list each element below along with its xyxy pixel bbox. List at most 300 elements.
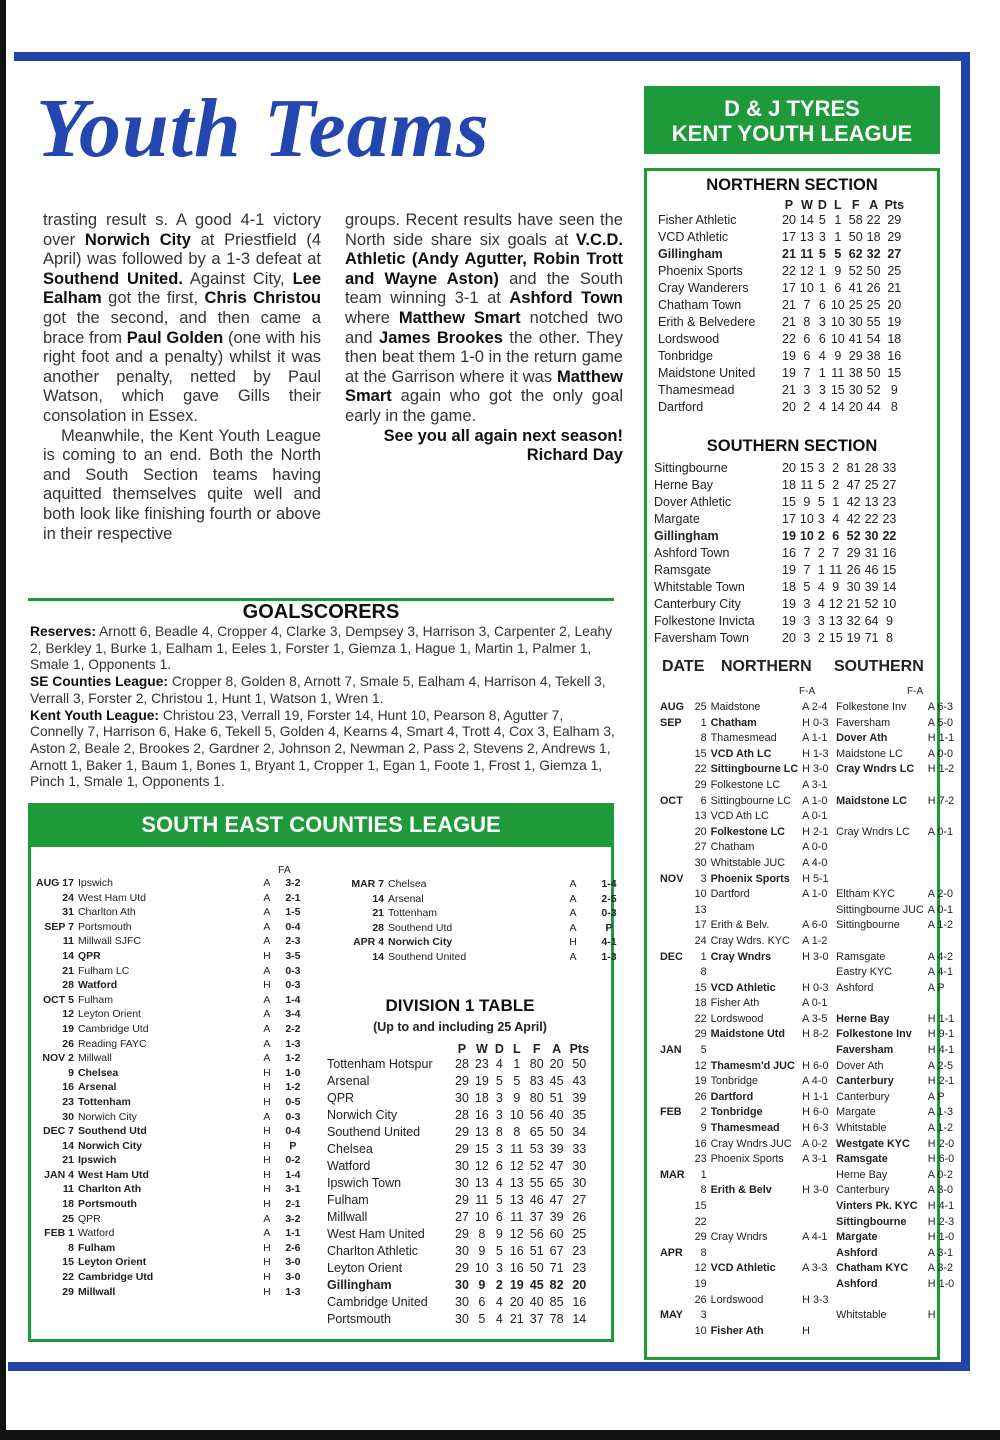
secl-fixture-row bbox=[34, 1255, 310, 1270]
article-bold-text: Norwich City bbox=[84, 230, 191, 249]
kyl-fixture-row bbox=[658, 918, 958, 934]
fixture-day: 10 bbox=[694, 1324, 707, 1337]
fixture-south-score: H 7-2 bbox=[927, 794, 955, 807]
fixture-venue: H bbox=[263, 1139, 271, 1152]
fixture-date: 14 bbox=[62, 1139, 74, 1152]
secl-fixture-row bbox=[34, 1212, 310, 1227]
fixture-north-score: H 2-1 bbox=[802, 825, 829, 838]
kyl-team: Margate bbox=[654, 512, 700, 526]
fixture-north-score: H 1-1 bbox=[802, 1090, 829, 1103]
fixture-score: 1-0 bbox=[285, 1066, 301, 1079]
right-border bbox=[961, 52, 970, 1368]
kyl-stat: 5 bbox=[817, 495, 825, 509]
fixture-score: 2-3 bbox=[285, 935, 301, 948]
div1-team-col bbox=[324, 1042, 452, 1056]
secl-fixture-row bbox=[34, 1197, 310, 1212]
fixture-venue: A bbox=[263, 1227, 271, 1240]
kyl-stat: 21 bbox=[782, 247, 796, 261]
fixture-opponent: Leyton Orient bbox=[77, 1008, 141, 1021]
fixture-score: 2-2 bbox=[285, 1022, 301, 1035]
fixture-day: 22 bbox=[694, 763, 707, 776]
fixture-north-opponent: Fisher Ath bbox=[710, 1324, 764, 1337]
fixture-score: 1-2 bbox=[285, 1052, 301, 1065]
kyl-stat: 50 bbox=[866, 264, 881, 278]
fixture-south-score bbox=[926, 840, 958, 856]
kyl-stat: 28 bbox=[864, 461, 879, 475]
div1-stat: 27 bbox=[455, 1210, 469, 1224]
kyl-stat: 15 bbox=[828, 631, 843, 645]
fixture-south-opponent: Sittingbourne bbox=[836, 919, 900, 932]
fixture-south-opponent: Ashford bbox=[836, 1277, 878, 1290]
div1-stat: 27 bbox=[572, 1193, 587, 1207]
fixture-venue: A bbox=[263, 891, 271, 904]
kyl-team: Ashford Town bbox=[654, 546, 730, 560]
kyl-stat: 2 bbox=[803, 400, 811, 414]
secl-fixture-row bbox=[34, 1051, 310, 1066]
fixture-south-opponent: Westgate KYC bbox=[836, 1137, 910, 1150]
div1-stat: 3 bbox=[495, 1261, 503, 1275]
kyl-stat: 11 bbox=[831, 366, 845, 380]
fixture-date: 16 bbox=[62, 1081, 74, 1094]
fixture-opponent: Chelsea bbox=[77, 1066, 119, 1079]
secl-fixture-row bbox=[34, 920, 310, 935]
article-text: where bbox=[345, 308, 399, 327]
div1-heading: DIVISION 1 TABLE bbox=[385, 996, 535, 1015]
fixture-south-score: A 0-2 bbox=[927, 1168, 953, 1181]
kyl-stat: 29 bbox=[846, 546, 861, 560]
secl-fixtures-left bbox=[34, 876, 310, 1299]
fixture-score: 1-4 bbox=[285, 1168, 301, 1181]
fixture-south-score: A 5-0 bbox=[927, 716, 953, 729]
kyl-stat: 15 bbox=[882, 563, 897, 577]
fixture-score: P bbox=[289, 1139, 297, 1152]
div1-stat: 28 bbox=[455, 1108, 469, 1122]
fixture-north-opponent: Phoenix Sports bbox=[710, 1153, 784, 1166]
fixture-date: 15 bbox=[62, 1256, 74, 1269]
kyl-stat: 5 bbox=[803, 580, 811, 594]
fixture-venue: H bbox=[263, 1168, 271, 1181]
div1-stat: 16 bbox=[509, 1261, 524, 1275]
fixture-day: 30 bbox=[694, 856, 707, 869]
kyl-team: Whitstable Town bbox=[654, 580, 745, 594]
article-bold-text: Chris Christou bbox=[204, 289, 322, 308]
div1-stat: 10 bbox=[474, 1261, 489, 1275]
fixture-opponent: Tottenham bbox=[388, 907, 438, 920]
div1-col-header: F bbox=[532, 1042, 541, 1056]
fixture-score: P bbox=[605, 921, 613, 934]
fixture-north-score: H 6-0 bbox=[802, 1106, 829, 1119]
div1-stat: 34 bbox=[572, 1125, 587, 1139]
kyl-stat: 1 bbox=[818, 281, 826, 295]
fixture-south-score bbox=[926, 778, 958, 794]
div1-stat: 6 bbox=[495, 1159, 503, 1173]
fixture-opponent: QPR bbox=[77, 1212, 101, 1225]
div1-stat: 4 bbox=[495, 1312, 503, 1326]
fixture-north-score: H 0-3 bbox=[802, 981, 829, 994]
fixture-venue: A bbox=[569, 907, 577, 920]
kyl-stat: 9 bbox=[803, 495, 811, 509]
fixture-opponent: Millwall bbox=[77, 1285, 116, 1298]
kyl-team-col bbox=[656, 198, 780, 212]
fixture-day: 5 bbox=[700, 1044, 707, 1057]
kyl-stat: 30 bbox=[864, 529, 879, 543]
div1-col-header: P bbox=[457, 1042, 467, 1056]
div1-stat: 5 bbox=[495, 1193, 503, 1207]
kyl-stat: 50 bbox=[866, 366, 881, 380]
kyl-fixture-row bbox=[658, 856, 958, 872]
kyl-fixture-row bbox=[658, 1012, 958, 1028]
fixture-north-opponent: Cray Wndrs bbox=[710, 950, 772, 963]
div1-stat: 39 bbox=[549, 1210, 564, 1224]
div1-stat: 4 bbox=[495, 1295, 503, 1309]
kyl-fixture-row bbox=[658, 1199, 958, 1215]
fixture-south-opponent: Margate bbox=[836, 1231, 878, 1244]
fixture-south-opponent: Sittingbourne bbox=[836, 1215, 907, 1228]
kyl-fixture-row bbox=[658, 1324, 958, 1340]
div1-stat: 13 bbox=[509, 1176, 524, 1190]
fixture-month bbox=[658, 1012, 687, 1028]
article-bold-text: James Brookes bbox=[379, 328, 503, 347]
kyl-stat: 1 bbox=[834, 213, 842, 227]
secl-fixture-row bbox=[34, 1285, 310, 1300]
div1-stat: 13 bbox=[474, 1176, 489, 1190]
kyl-stat: 1 bbox=[834, 230, 842, 244]
kyl-stat: 25 bbox=[848, 298, 863, 312]
kyl-team: Herne Bay bbox=[654, 478, 714, 492]
div1-stat: 51 bbox=[549, 1091, 564, 1105]
fixture-south-score: A 0-0 bbox=[927, 747, 953, 760]
top-border bbox=[14, 52, 970, 61]
secl-fixture-row bbox=[34, 1241, 310, 1256]
fixture-date: 12 bbox=[62, 1008, 74, 1021]
kyl-stat: 3 bbox=[803, 597, 811, 611]
fixture-venue: H bbox=[263, 1285, 271, 1298]
div1-row bbox=[324, 1209, 592, 1226]
fixture-score: 3-0 bbox=[285, 1271, 301, 1284]
kyl-stat: 42 bbox=[846, 495, 861, 509]
fixture-south-score bbox=[926, 1293, 958, 1309]
fixture-north-score bbox=[800, 1215, 834, 1231]
fixture-opponent: West Ham Utd bbox=[77, 891, 147, 904]
secl-fixture-row bbox=[348, 906, 626, 921]
kyl-stat: 15 bbox=[830, 383, 845, 397]
secl-fixture-row bbox=[348, 921, 626, 936]
div1-stat: 16 bbox=[572, 1295, 587, 1309]
article-signoff: See you all again next season! bbox=[383, 426, 623, 445]
secl-fixture-row bbox=[34, 934, 310, 949]
fixture-south-score: H 1-2 bbox=[927, 763, 955, 776]
kyl-stat: 38 bbox=[848, 366, 863, 380]
fixture-month bbox=[658, 1215, 687, 1231]
div1-stat: 18 bbox=[474, 1091, 489, 1105]
fixture-date: 26 bbox=[62, 1037, 74, 1050]
fixture-south-opponent bbox=[834, 778, 926, 794]
kyl-stat: 19 bbox=[782, 563, 796, 577]
fixture-date: 14 bbox=[372, 892, 384, 905]
article-bold-text: Lee Ealham bbox=[43, 269, 321, 308]
div1-stat: 33 bbox=[572, 1142, 587, 1156]
div1-row bbox=[324, 1056, 592, 1073]
kyl-stat: 11 bbox=[829, 563, 843, 577]
fixture-north-opponent: Tonbridge bbox=[710, 1106, 763, 1119]
div1-team: Norwich City bbox=[327, 1108, 398, 1122]
secl-fixture-row bbox=[34, 1139, 310, 1154]
fixture-opponent: Watford bbox=[77, 979, 118, 992]
div1-team: Tottenham Hotspur bbox=[327, 1057, 433, 1071]
kyl-team: Chatham Town bbox=[658, 298, 742, 312]
kyl-stat: 11 bbox=[800, 478, 814, 492]
fixture-venue: H bbox=[263, 1081, 271, 1094]
fixture-day: 9 bbox=[700, 1122, 707, 1135]
fixture-opponent: Fulham bbox=[77, 1241, 116, 1254]
fixture-north-opponent: Thamesm'd JUC bbox=[710, 1059, 795, 1072]
kyl-stat: 39 bbox=[864, 580, 879, 594]
kyl-fixture-row bbox=[658, 1043, 958, 1059]
fixture-venue: H bbox=[569, 936, 577, 949]
div1-stat: 20 bbox=[549, 1057, 564, 1071]
fixture-month bbox=[658, 856, 687, 872]
kyl-stat: 46 bbox=[864, 563, 879, 577]
fixture-venue: A bbox=[263, 964, 271, 977]
div1-stat: 13 bbox=[474, 1125, 489, 1139]
kyl-stat: 16 bbox=[782, 546, 796, 560]
fixture-north-score: H 0-3 bbox=[802, 716, 829, 729]
fixture-venue: A bbox=[569, 921, 577, 934]
div1-row bbox=[324, 1073, 592, 1090]
kyl-fixture-row bbox=[658, 1121, 958, 1137]
kyl-fixtures-table bbox=[658, 700, 958, 1339]
fixture-day: 26 bbox=[694, 1293, 707, 1306]
fixture-day: 29 bbox=[694, 778, 707, 791]
div1-stat: 16 bbox=[474, 1108, 489, 1122]
kyl-stat: 26 bbox=[866, 281, 881, 295]
kyl-stat: 9 bbox=[890, 383, 898, 397]
fixture-day: 25 bbox=[694, 701, 707, 713]
kyl-stat: 7 bbox=[803, 563, 811, 577]
div1-team: Leyton Orient bbox=[327, 1261, 403, 1275]
kyl-stat: 5 bbox=[818, 247, 826, 261]
fixture-south-score: H 2-0 bbox=[927, 1137, 955, 1150]
secl-heading: SOUTH EAST COUNTIES LEAGUE bbox=[28, 803, 614, 847]
kyl-stat: 22 bbox=[866, 213, 881, 227]
kyl-south-title: SOUTHERN SECTION bbox=[706, 437, 878, 455]
fixture-south-score: A 1-2 bbox=[927, 1122, 953, 1135]
article-text: again who got the only goal early in the game. bbox=[345, 387, 623, 425]
kyl-fixtures-north-header: NORTHERN bbox=[721, 658, 812, 675]
fixture-opponent: Watford bbox=[77, 1227, 115, 1240]
div1-row bbox=[324, 1158, 592, 1175]
div1-stat: 39 bbox=[572, 1091, 587, 1105]
fixture-south-score: A 0-1 bbox=[927, 825, 953, 838]
fixture-south-opponent: Dover Ath bbox=[836, 732, 888, 745]
fixture-north-opponent: Tonbridge bbox=[710, 1075, 759, 1088]
div1-stat: 30 bbox=[572, 1159, 587, 1173]
fixture-south-opponent bbox=[834, 934, 926, 950]
kyl-stat: 4 bbox=[832, 512, 840, 526]
div1-team: Fulham bbox=[327, 1193, 369, 1207]
fixture-south-opponent: Canterbury bbox=[836, 1075, 894, 1088]
goalscorers-heading: GOALSCORERS bbox=[242, 601, 400, 623]
fixture-south-opponent: Cray Wndrs LC bbox=[836, 763, 915, 776]
fixture-venue: H bbox=[263, 949, 271, 962]
kyl-north-table bbox=[656, 198, 906, 416]
kyl-stat: 18 bbox=[782, 478, 796, 492]
fixture-south-opponent: Canterbury bbox=[836, 1090, 890, 1103]
kyl-league-row bbox=[656, 399, 906, 416]
kyl-stat: 17 bbox=[782, 281, 796, 295]
fixture-north-score: A 3-1 bbox=[802, 778, 828, 791]
fixture-score: 3-2 bbox=[285, 877, 301, 889]
fixture-north-opponent bbox=[709, 1277, 801, 1293]
fixture-score: 1-2 bbox=[285, 1081, 301, 1094]
fixture-month bbox=[658, 1074, 687, 1090]
fixture-venue: A bbox=[263, 1037, 271, 1050]
kyl-league-row bbox=[652, 511, 898, 528]
fixture-south-score: H 1-0 bbox=[927, 1277, 955, 1290]
fixture-date: 23 bbox=[62, 1095, 74, 1108]
kyl-fixture-row bbox=[658, 1308, 958, 1324]
fixture-north-opponent: Whitstable JUC bbox=[710, 856, 785, 869]
kyl-league-row bbox=[656, 331, 906, 348]
div1-stat: 11 bbox=[510, 1142, 524, 1156]
article-text: trasting result s. A good 4-1 victory over bbox=[43, 211, 321, 249]
fixture-north-opponent: Folkestone LC bbox=[710, 825, 785, 838]
fixture-north-score bbox=[800, 1277, 834, 1293]
div1-stat: 65 bbox=[529, 1125, 544, 1139]
fixture-score: 0-3 bbox=[285, 1110, 301, 1123]
fixture-venue: A bbox=[569, 950, 577, 963]
fixture-month bbox=[658, 1121, 687, 1137]
div1-stat: 8 bbox=[495, 1125, 503, 1139]
div1-stat: 10 bbox=[474, 1210, 489, 1224]
kyl-stat: 71 bbox=[864, 631, 879, 645]
kyl-fixture-row bbox=[658, 1261, 958, 1277]
fixture-month bbox=[658, 934, 687, 950]
fixture-opponent: Norwich City bbox=[77, 1139, 143, 1152]
fixture-score: 1-1 bbox=[285, 1227, 301, 1240]
fixture-month bbox=[658, 1059, 687, 1075]
fixture-north-opponent bbox=[709, 1043, 801, 1059]
fixture-score: 0-5 bbox=[285, 1095, 301, 1108]
fixture-score: 3-2 bbox=[285, 1212, 301, 1225]
secl-fixture-row bbox=[34, 949, 310, 964]
fixture-south-opponent: Herne Bay bbox=[836, 1168, 888, 1181]
fixture-opponent: Norwich City bbox=[388, 936, 453, 949]
kyl-stat: 7 bbox=[803, 366, 811, 380]
fixture-opponent: Cambridge Utd bbox=[77, 1271, 154, 1284]
fixture-opponent: Chelsea bbox=[388, 878, 427, 890]
secl-fixture-row bbox=[34, 1095, 310, 1110]
kyl-stat: 22 bbox=[864, 512, 879, 526]
fixture-day: 3 bbox=[700, 1309, 707, 1322]
fixture-date: 30 bbox=[62, 1110, 74, 1123]
div1-team: Gillingham bbox=[327, 1278, 392, 1292]
kyl-stat: 4 bbox=[818, 400, 826, 414]
fixture-venue: A bbox=[263, 1008, 271, 1021]
kyl-stat: 23 bbox=[882, 512, 897, 526]
fixture-date: 9 bbox=[68, 1066, 74, 1079]
kyl-fixture-row bbox=[658, 1027, 958, 1043]
secl-fixture-row bbox=[34, 1182, 310, 1197]
fixture-north-score: H 3-0 bbox=[802, 1184, 829, 1197]
kyl-stat: 17 bbox=[782, 230, 796, 244]
fixture-month bbox=[658, 1090, 687, 1106]
div1-row bbox=[324, 1243, 592, 1260]
fixture-north-score: A 3-1 bbox=[802, 1153, 828, 1166]
fixture-opponent: Fulham LC bbox=[77, 964, 130, 977]
div1-team: Charlton Athletic bbox=[327, 1244, 419, 1258]
fixture-north-opponent: Lordswood bbox=[710, 1293, 764, 1306]
fixture-north-opponent: Lordswood bbox=[710, 1012, 764, 1025]
fixture-opponent: Millwall bbox=[77, 1052, 112, 1065]
fixture-south-score: A 2-5 bbox=[927, 1059, 953, 1072]
fixture-month bbox=[658, 1183, 687, 1199]
kyl-fixture-row bbox=[658, 700, 958, 716]
fixture-north-opponent bbox=[709, 1215, 801, 1231]
fixture-month bbox=[658, 840, 687, 856]
fixture-south-opponent bbox=[834, 856, 926, 872]
kyl-fixture-row bbox=[658, 1183, 958, 1199]
fixture-day: 15 bbox=[694, 1200, 707, 1212]
fixture-opponent: Charlton Ath bbox=[77, 906, 136, 919]
kyl-stat: 8 bbox=[803, 315, 811, 329]
kyl-stat: 30 bbox=[848, 315, 863, 329]
kyl-league-row bbox=[656, 229, 906, 246]
div1-stat: 28 bbox=[455, 1057, 469, 1071]
kyl-stat: 15 bbox=[887, 366, 902, 380]
kyl-stat: 6 bbox=[803, 349, 811, 363]
kyl-stat: 18 bbox=[782, 580, 796, 594]
article-text: (one with his right foot and a penalty) whilst it was another penalty, netted by Paul Watson, which gave Gills their consolation in Essex. bbox=[43, 328, 321, 425]
kyl-team: Gillingham bbox=[654, 529, 719, 543]
goalscorers-text: Reserves: Arnott 6, Beadle 4, Cropper 4, Clarke 3, Dempsey 3, Harrison 3, Carpenter 2, Leahy 2, Berkley 1, Burke 1, Ealham 1, Eeles 1, Forster 1, Giemza 1, Hague 1, Martin 1, Palmer 1, Smale 1, Opponents 1. SE Counties League: Cropper 8, Golden 8, Arnott 7, Smale 5, Ealham 4, Harrison 4, Tekell 3, Verrall 3, Forster 2, Christou 1, Hunt 1, Watson 1, Wren 1. Kent Youth League: Christou 23, Verrall 19, Forster 14, Hunt 10, Pearson 8, Agutter 7, Connelly 7, Harrison 6, Hake 6, Tekell 5, Golden 4, Kearns 4, Smart 4, Trott 4, Cox 3, Ealham 3, Aston 2, Beale 2, Brookes 2, Gardner 2, Johnson 2, Newman 2, Pass 2, Stevens 2, Andrews 1, Arnott 1, Baker 1, Baum 1, Bones 1, Bryant 1, Cropper 1, Egan 1, Foote 1, Frost 1, Giemza 1, Pinch 1, Smale 1, Opponents 1. bbox=[30, 624, 615, 790]
fixture-day: 8 bbox=[700, 1184, 707, 1197]
div1-stat: 78 bbox=[549, 1312, 564, 1326]
article-text: groups. Recent results have seen the North side share six goals at bbox=[345, 211, 623, 249]
kyl-fixture-row bbox=[658, 825, 958, 841]
fixture-opponent: Charlton Ath bbox=[77, 1183, 142, 1196]
div1-stat: 46 bbox=[529, 1193, 544, 1207]
div1-stat: 12 bbox=[474, 1159, 489, 1173]
secl-fixture-row bbox=[34, 993, 310, 1008]
div1-stat: 30 bbox=[455, 1091, 469, 1105]
kyl-stat: 3 bbox=[817, 461, 825, 475]
kyl-stat: 19 bbox=[846, 631, 861, 645]
div1-stat: 30 bbox=[455, 1278, 469, 1292]
kyl-col-header: A bbox=[869, 198, 879, 212]
fixture-day: 1 bbox=[700, 950, 707, 963]
kyl-stat: 21 bbox=[782, 315, 796, 329]
fixture-day: 19 bbox=[694, 1075, 707, 1088]
fixture-north-score: A 2-4 bbox=[802, 701, 828, 713]
div1-stat: 85 bbox=[549, 1295, 564, 1309]
div1-stat: 3 bbox=[495, 1108, 503, 1122]
fixture-date: AUG 17 bbox=[36, 877, 74, 889]
div1-stat: 8 bbox=[513, 1125, 521, 1139]
fixture-score: 3-1 bbox=[285, 1183, 301, 1196]
fixture-score: 0-3 bbox=[285, 979, 301, 992]
kyl-col-header: W bbox=[800, 198, 813, 212]
div1-stat: 56 bbox=[529, 1227, 544, 1241]
div1-stat: 23 bbox=[572, 1244, 587, 1258]
div1-col-header: W bbox=[475, 1042, 488, 1056]
kyl-stat: 15 bbox=[799, 461, 814, 475]
fixture-date: SEP 7 bbox=[44, 920, 74, 933]
kyl-stat: 10 bbox=[830, 332, 845, 346]
kyl-fixture-row bbox=[658, 1074, 958, 1090]
fixture-north-score bbox=[800, 1168, 834, 1184]
fixture-venue: H bbox=[263, 1183, 271, 1196]
